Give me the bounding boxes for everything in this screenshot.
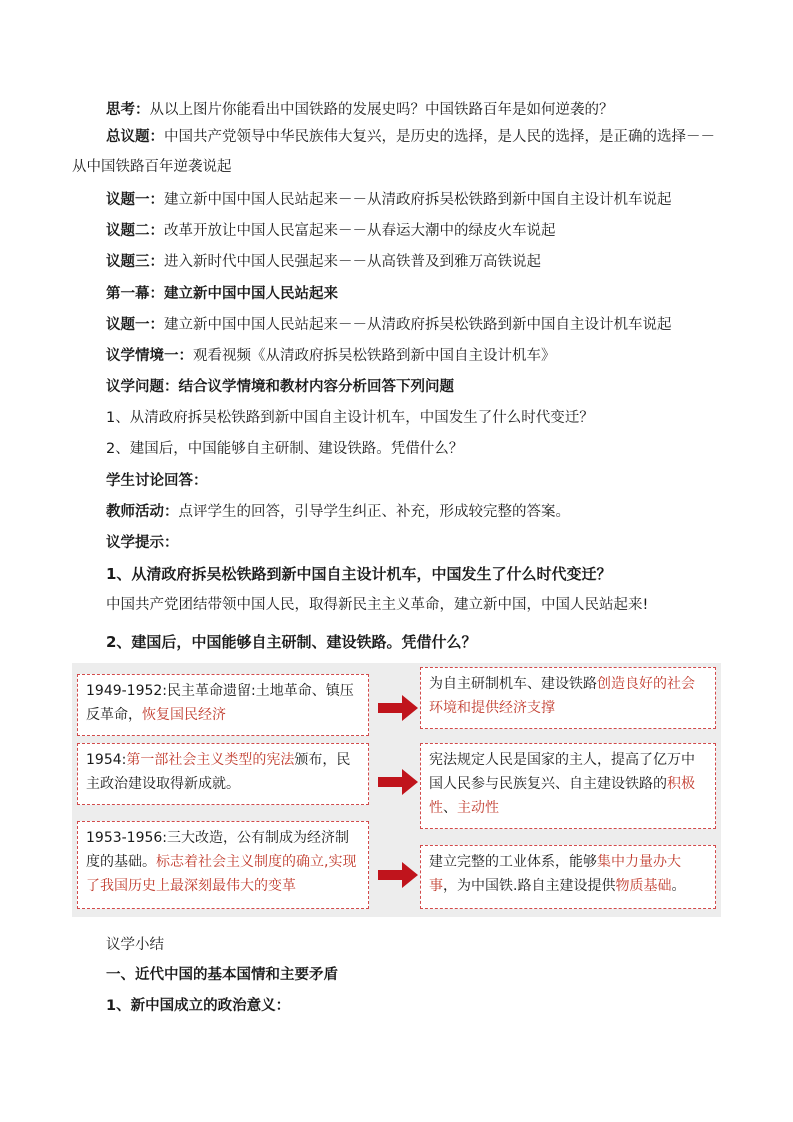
main-topic-text: 中国共产党领导中华民族伟大复兴，是历史的选择，是人民的选择，是正确的选择－－从中国铁路百年逆袭说起 <box>72 129 715 175</box>
topic2-label: 议题二： <box>106 223 164 239</box>
right-box-3-highlight-2: 物质基础 <box>615 878 672 894</box>
student-discuss: 学生讨论回答： <box>106 473 208 489</box>
arrow-right-icon <box>378 862 418 888</box>
right-box-3-highlight-1: 集中力量办大事 <box>429 854 681 894</box>
right-box-2 <box>420 743 716 829</box>
scene1-line <box>106 346 746 366</box>
question-heading: 议学问题：结合议学情境和教材内容分析回答下列问题 <box>106 379 454 395</box>
left-box-1-text: 1949-1952:民主革命遗留:土地革命、镇压反革命， <box>86 683 354 723</box>
right-box-1-text: 为自主研制机车、建设铁路 <box>429 676 597 692</box>
topic1b-label: 议题一： <box>106 317 164 333</box>
think-label: 思考： <box>106 102 150 118</box>
main-topic-para <box>72 122 722 182</box>
scene1-text: 观看视频《从清政府拆吴松铁路到新中国自主设计机车》 <box>193 348 556 364</box>
left-box-2-text: 1954: <box>86 752 127 768</box>
question-1: 1、从清政府拆吴松铁路到新中国自主设计机车，中国发生了什么时代变迁？ <box>106 410 594 426</box>
teacher-label: 教师活动： <box>106 504 179 520</box>
right-box-1-highlight: 创造良好的社会环境和提供经济支撑 <box>429 676 695 716</box>
main-topic-label: 总议题： <box>106 129 164 145</box>
left-box-1-highlight: 恢复国民经济 <box>142 707 226 723</box>
hint-question-2: 2、建国后，中国能够自主研制、建设铁路。凭借什么？ <box>106 633 477 651</box>
left-box-3 <box>77 821 369 909</box>
think-text: 从以上图片你能看出中国铁路的发展史吗？中国铁路百年是如何逆袭的？ <box>149 102 614 118</box>
topic3-label: 议题三： <box>106 254 164 270</box>
topic1b-line <box>106 315 746 335</box>
arrow-right-icon <box>378 769 418 795</box>
right-box-2-highlight-2: 主动性 <box>457 800 499 816</box>
hint-question-1: 1、从清政府拆吴松铁路到新中国自主设计机车，中国发生了什么时代变迁？ <box>106 565 612 583</box>
topic1-label: 议题一： <box>106 192 164 208</box>
topic1b-text: 建立新中国中国人民站起来－－从清政府拆吴松铁路到新中国自主设计机车说起 <box>164 317 672 333</box>
right-box-1 <box>420 667 716 729</box>
hint-answer-1: 中国共产党团结带领中国人民，取得新民主主义革命，建立新中国，中国人民站起来! <box>106 597 649 613</box>
act1-heading: 第一幕：建立新中国中国人民站起来 <box>106 286 338 302</box>
topic3-text: 进入新时代中国人民强起来－－从高铁普及到雅万高铁说起 <box>164 254 541 270</box>
right-box-2-separator: 、 <box>443 800 457 816</box>
arrow-right-icon <box>378 695 418 721</box>
question-2: 2、建国后，中国能够自主研制、建设铁路。凭借什么？ <box>106 441 464 457</box>
topic2-text: 改革开放让中国人民富起来－－从春运大潮中的绿皮火车说起 <box>164 223 556 239</box>
right-box-3-text: 建立完整的工业体系，能够 <box>429 854 597 870</box>
topic3-line <box>106 252 746 272</box>
right-box-3-text-b: ，为中国铁.路自主建设提供 <box>443 878 616 894</box>
teacher-line <box>106 502 746 522</box>
left-box-1 <box>77 674 369 736</box>
right-box-3-text-c: 。 <box>671 878 686 894</box>
right-box-2-highlight-1: 积极性 <box>429 776 695 816</box>
left-box-2-text-b: 颁布，民主政治建设取得新成就。 <box>86 752 351 792</box>
teacher-text: 点评学生的回答，引导学生纠正、补充，形成较完整的答案。 <box>178 504 570 520</box>
left-box-3-text: 1953-1956:三大改造，公有制成为经济制度的基础。 <box>86 830 350 870</box>
sub1-heading: 1、新中国成立的政治意义： <box>106 998 291 1014</box>
topic1-line <box>106 190 746 210</box>
right-box-2-text: 宪法规定人民是国家的主人，提高了亿万中国人民参与民族复兴、自主建设铁路的 <box>429 752 695 792</box>
left-box-3-highlight: 标志着社会主义制度的确立,实现了我国历史上最深刻最伟大的变革 <box>86 854 357 894</box>
left-box-2-highlight: 第一部社会主义类型的宪法 <box>126 752 295 768</box>
summary-label: 议学小结 <box>106 937 164 953</box>
think-line <box>106 100 746 120</box>
topic2-line <box>106 221 746 241</box>
hint-label: 议学提示： <box>106 535 179 551</box>
right-box-3 <box>420 845 716 909</box>
topic1-text: 建立新中国中国人民站起来－－从清政府拆吴松铁路到新中国自主设计机车说起 <box>164 192 672 208</box>
left-box-2 <box>77 743 369 805</box>
cause-effect-diagram <box>72 663 721 917</box>
scene1-label: 议学情境一： <box>106 348 193 364</box>
section1-heading: 一、近代中国的基本国情和主要矛盾 <box>106 967 338 983</box>
